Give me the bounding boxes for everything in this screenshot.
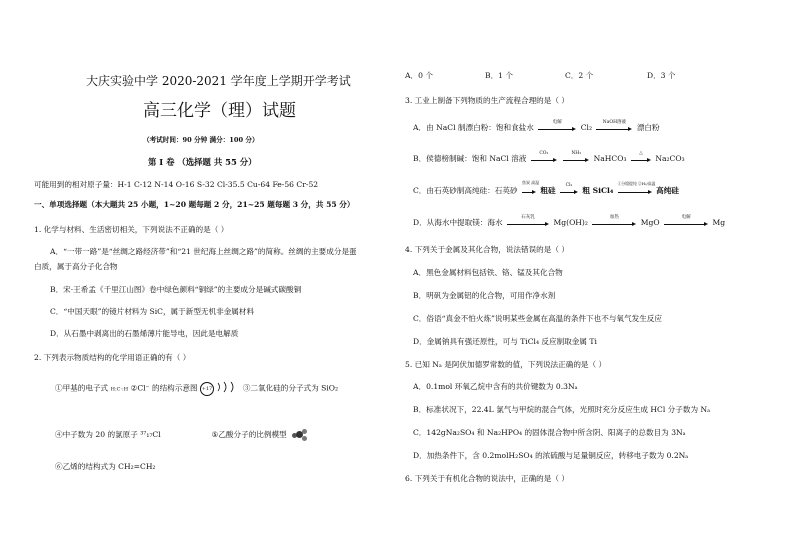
q2-option-row2	[55, 429, 308, 441]
exam-info: （考试时间：90 分钟 满分：100 分）	[143, 136, 259, 144]
methyl-electron-formula: H:C·:H	[110, 386, 129, 393]
q3-b-arrow2: NH₃	[563, 155, 589, 164]
q6-stem: 6. 下列关于有机化合物的说法中，正确的是（ ）	[405, 474, 569, 483]
q5-stem: 5. 已知 Nₐ 是阿伏加德罗常数的值，下列说法正确的是（ ）	[405, 360, 607, 369]
q3-option-c	[413, 179, 679, 196]
q3-b-middle: NaHCO₃	[593, 154, 627, 163]
q3-d-arrow1: 石灰乳	[507, 219, 549, 228]
q4-option-d: D．金属钠具有强还原性，可与 TiCl₄ 反应制取金属 Ti	[413, 337, 597, 346]
school-title: 大庆实验中学 2020-2021 学年度上学期开学考试	[86, 74, 351, 88]
q5-option-c: C．142gNa₂SO₄ 和 Na₂HPO₄ 的固体混合物中所含阴、阳离子的总数目为 3Nₐ	[413, 428, 686, 437]
acetic-acid-model-icon	[292, 429, 308, 441]
q3-b-end: Na₂CO₃	[655, 154, 685, 163]
subject-title: 高三化学（理）试题	[143, 101, 296, 121]
q2-option-5: ⑤乙酸分子的比例模型	[211, 430, 287, 439]
chlorine-nucleus-icon: +17	[200, 382, 214, 396]
right-column	[397, 0, 794, 560]
electron-shells-icon	[216, 381, 240, 396]
q3-c-crude-si: 粗硅	[540, 186, 556, 195]
q3-option-d	[413, 214, 726, 228]
q3-c-sicl4: 粗 SiCl₄	[582, 186, 614, 195]
q3-c-arrow1: 焦炭 高温	[522, 187, 536, 196]
q2-option-1: ①甲基的电子式	[55, 383, 109, 393]
q2-option-row1	[55, 381, 338, 396]
q3-b-arrow1: CO₂	[531, 155, 557, 164]
q4-option-c: C．俗语“真金不怕火炼”说明某些金属在高温的条件下也不与氧气发生反应	[413, 314, 662, 323]
q3-a-middle: Cl₂	[580, 123, 592, 132]
q1-option-d: D．从石墨中剥离出的石墨烯薄片能导电，因此是电解质	[50, 329, 239, 338]
q3-d-start: D．从海水中提取镁：海水	[413, 218, 503, 227]
q2-choice-d: D．3 个	[647, 71, 676, 80]
q3-c-pure-si: 高纯硅	[656, 186, 679, 195]
q1-option-b: B．宋·王希孟《千里江山图》卷中绿色颜料“铜绿”的主要成分是碱式碳酸铜	[50, 285, 302, 294]
q3-a-end: 漂白粉	[636, 123, 660, 132]
q5-option-a: A．0.1mol 环氧乙烷中含有的共价键数为 0.3Nₐ	[413, 382, 578, 391]
q1-stem: 1. 化学与材料、生活密切相关，下列说法不正确的是（ ）	[34, 225, 229, 234]
atomic-masses: 可能用到的相对原子量：H-1 C-12 N-14 O-16 S-32 Cl-35.5 Cu-64 Fe-56 Cr-52	[34, 180, 319, 189]
q3-d-arrow3: 电解	[664, 219, 708, 228]
q4-stem: 4. 下列关于金属及其化合物，说法错误的是（ ）	[405, 245, 569, 254]
q3-option-a	[413, 119, 660, 133]
q3-b-start: B．侯德榜制碱：饱和 NaCl 溶液	[413, 154, 527, 163]
q4-option-a: A．黑色金属材料包括铁、铬、锰及其化合物	[413, 268, 563, 277]
q3-option-b	[413, 150, 685, 164]
q3-d-mgo: MgO	[640, 218, 660, 227]
q2-choice-a: A．0 个	[405, 71, 433, 80]
q2-stem: 2. 下列表示物质结构的化学用语正确的有（ ）	[34, 353, 191, 362]
q3-c-start: C．由石英砂制高纯硅：石英砂	[413, 186, 518, 195]
q2-choice-c: C．2 个	[565, 71, 594, 80]
q2-option-2: ②Cl⁻ 的结构示意图	[130, 383, 198, 393]
q3-stem: 3. 工业上制备下列物质的生产流程合理的是（ ）	[405, 96, 569, 105]
q3-a-arrow1: 电解	[538, 124, 576, 133]
q2-option-3: ③二氧化硅的分子式为 SiO₂	[242, 383, 339, 393]
q3-c-arrow2: Cl₂	[560, 187, 578, 196]
q3-d-arrow2: 加热	[592, 219, 636, 228]
q3-b-arrow3: △	[631, 155, 651, 164]
q4-option-b: B．明矾为金属铝的化合物，可用作净水剂	[413, 291, 556, 300]
q3-c-arrow3: ①分馏提纯 ②H₂/高温	[618, 187, 652, 196]
q3-a-arrow2: NaOH溶液	[596, 124, 632, 133]
section-title: 一、单项选择题（本大题共 25 小题，1~20 题每题 2 分，21~25 题每题 3 分，共 55 分）	[34, 200, 355, 209]
part-title: 第 Ⅰ 卷 （选择题 共 55 分）	[148, 157, 257, 167]
q5-option-d: D．加热条件下，含 0.2molH₂SO₄ 的浓硫酸与足量铜反应，转移电子数为 0.2Nₐ	[413, 451, 689, 460]
q2-choice-b: B．1 个	[485, 71, 514, 80]
q1-option-a-line1: A．“一带一路”是“丝绸之路经济带”和“21 世纪海上丝绸之路”的简称。丝绸的主要成分是蛋	[50, 247, 357, 256]
q3-d-mg: Mg	[712, 218, 726, 227]
q5-option-b: B．标准状况下，22.4L 氯气与甲烷的混合气体，光照时充分反应生成 HCl 分子数为 Nₐ	[413, 405, 711, 414]
q2-option-6: ⑥乙烯的结构式为 CH₂=CH₂	[55, 462, 156, 471]
q3-a-start: A．由 NaCl 制漂白粉：饱和食盐水	[413, 123, 534, 132]
q3-d-mgoh2: Mg(OH)₂	[553, 218, 588, 227]
q1-option-c: C．“中国天眼”的镜片材料为 SiC，属于新型无机非金属材料	[50, 307, 255, 316]
q1-option-a-line2: 白质，属于高分子化合物	[34, 262, 118, 271]
q2-option-4: ④中子数为 20 的氯原子 ³⁷₁₇Cl	[55, 430, 161, 439]
